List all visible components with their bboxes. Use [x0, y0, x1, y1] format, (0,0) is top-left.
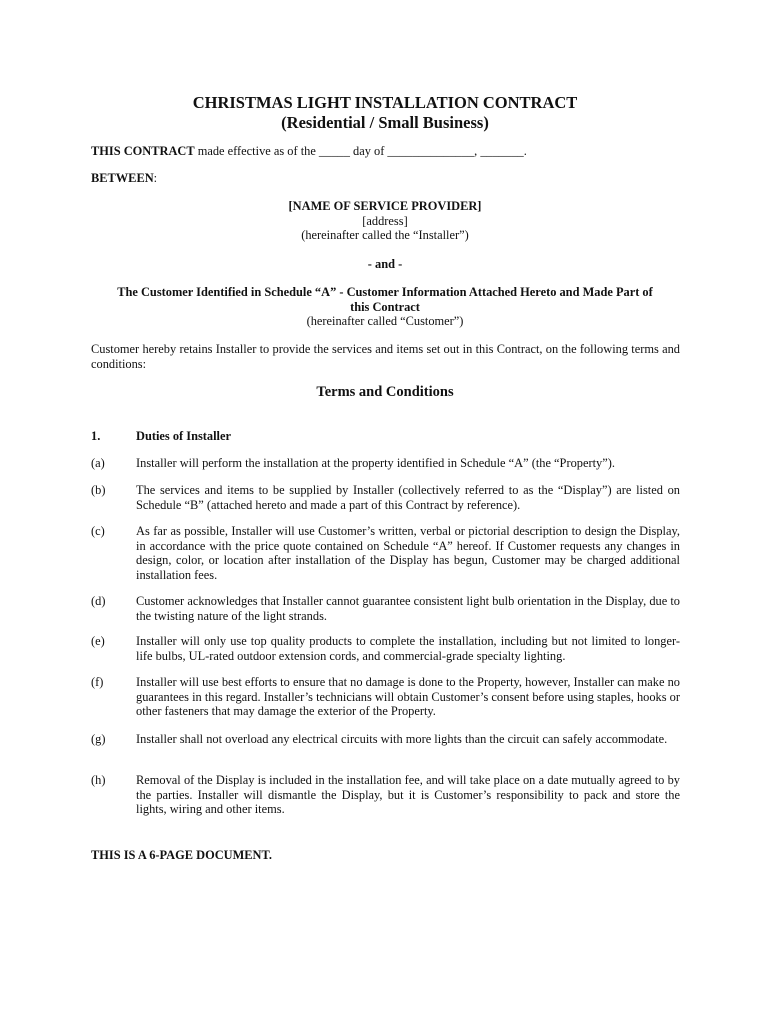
item-label-g: (g) — [91, 732, 106, 746]
item-text-f: Installer will use best efforts to ensure that no damage is done to the Property, however, Installer can make no guarantees in this regard. Installer’s technicians will obtain Customer’s consent before using staples, hooks or other fasteners that may damage the exterior of the Property. — [136, 675, 680, 719]
customer-line1: The Customer Identified in Schedule “A” - Customer Information Attached Hereto and Made Part of — [117, 285, 653, 299]
item-text-g: Installer shall not overload any electrical circuits with more lights than the circuit can safely accommodate. — [136, 732, 668, 746]
item-text-c: As far as possible, Installer will use Customer’s written, verbal or pictorial description to design the Display, in accordance with the price quote contained on Schedule “A” hereof. If Customer requests any changes in design, color, or location after installation of the Display has begun, Customer may be charged additional installation fees. — [136, 524, 680, 582]
section-number: 1. — [91, 429, 101, 443]
item-text-h: Removal of the Display is included in the installation fee, and will take place on a date mutually agreed to by the parties. Installer will dismantle the Display, but it is Customer’s responsibility to pack and store the lights, wiring and other items. — [136, 773, 680, 817]
document-title: CHRISTMAS LIGHT INSTALLATION CONTRACT — [192, 93, 578, 112]
between-label: BETWEEN — [91, 171, 154, 185]
item-label-b: (b) — [91, 483, 106, 497]
item-label-f: (f) — [91, 675, 104, 689]
item-label-h: (h) — [91, 773, 106, 787]
provider-block — [60, 199, 710, 243]
terms-heading: Terms and Conditions — [316, 384, 454, 400]
item-text-b: The services and items to be supplied by Installer (collectively referred to as the “Display”) are listed on Schedule “B” (attached hereto and made a part of this Contract by reference). — [136, 483, 680, 512]
item-text-e: Installer will only use top quality products to complete the installation, including but not limited to longer-life bulbs, UL-rated outdoor extension cords, and commercial-grade specialty lighting. — [136, 634, 680, 663]
item-label-a: (a) — [91, 456, 105, 470]
item-label-e: (e) — [91, 634, 105, 648]
provider-address: [address] — [362, 213, 408, 228]
intro-line — [91, 144, 691, 159]
retains-paragraph: Customer hereby retains Installer to provide the services and items set out in this Contract, on the following terms and conditions: — [91, 342, 680, 371]
item-label-d: (d) — [91, 594, 106, 608]
intro-lead: THIS CONTRACT — [91, 144, 195, 158]
customer-line2: this Contract — [350, 299, 420, 314]
between-label-line — [91, 171, 157, 186]
customer-block — [60, 285, 710, 329]
section-title: Duties of Installer — [136, 429, 231, 443]
item-label-c: (c) — [91, 524, 105, 538]
and-separator: - and - — [367, 257, 403, 271]
document-subtitle: (Residential / Small Business) — [281, 113, 489, 132]
provider-called: (hereinafter called the “Installer”) — [301, 228, 469, 243]
item-text-a: Installer will perform the installation at the property identified in Schedule “A” (the “Property”). — [136, 456, 615, 470]
page-count-note: THIS IS A 6-PAGE DOCUMENT. — [91, 848, 272, 862]
provider-name: [NAME OF SERVICE PROVIDER] — [288, 199, 482, 213]
customer-called: (hereinafter called “Customer”) — [306, 314, 464, 329]
intro-rest: made effective as of the _____ day of ______________, _______. — [194, 144, 527, 158]
item-text-d: Customer acknowledges that Installer cannot guarantee consistent light bulb orientation in the Display, due to the twisting nature of the light strands. — [136, 594, 680, 623]
between-colon: : — [153, 171, 158, 185]
